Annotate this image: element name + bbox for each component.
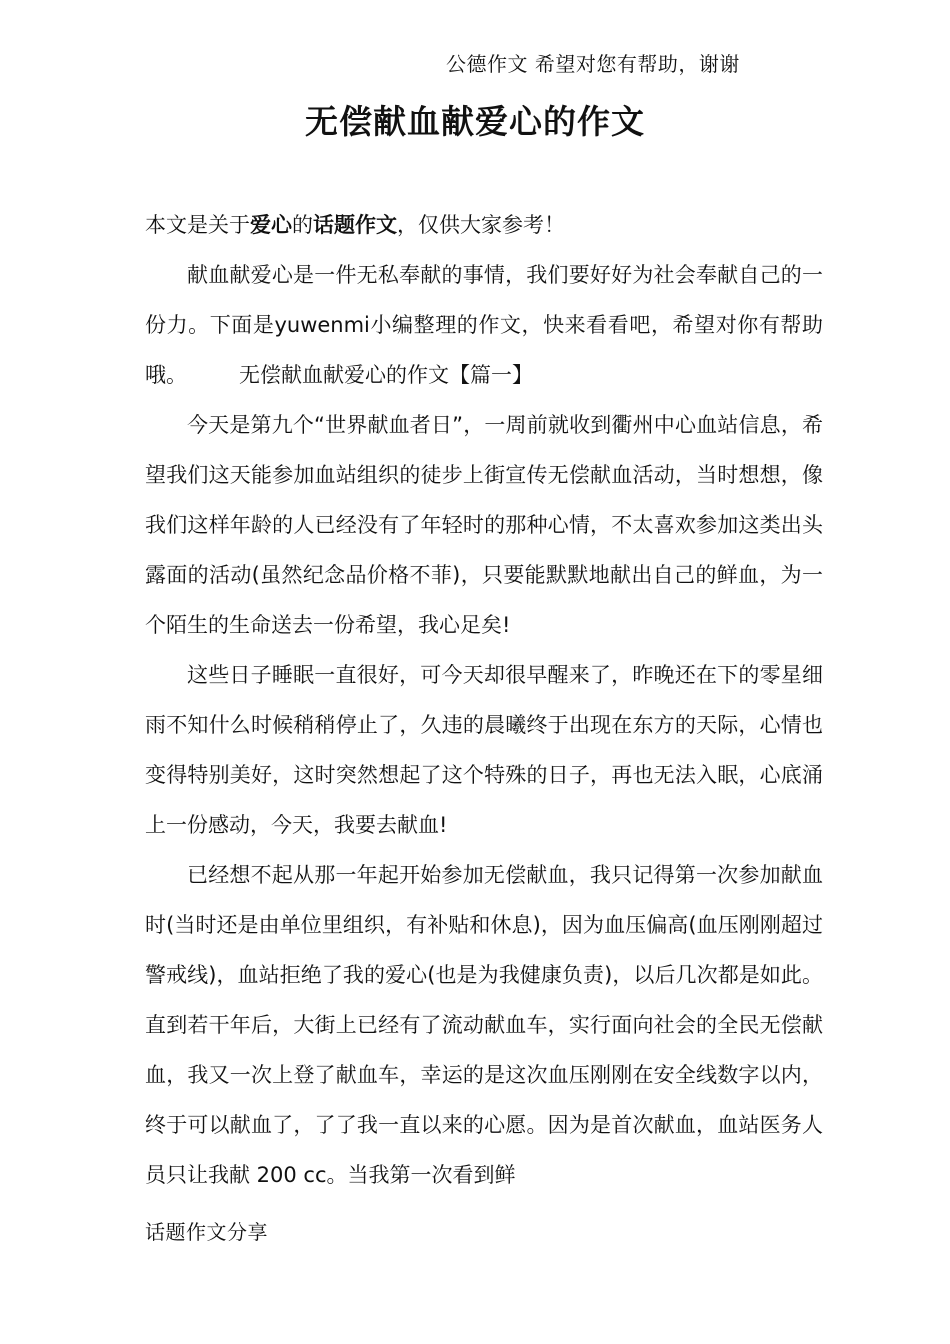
document-body [145,200,823,1200]
intro-topic: 爱心 [250,213,292,237]
header-note: 公德作文 希望对您有帮助，谢谢 [446,52,740,76]
section-heading: 无偿献血献爱心的作文【篇一】 [239,363,533,387]
intro-line [145,200,823,250]
footer-note: 话题作文分享 [145,1220,268,1244]
intro-suffix: ，仅供大家参考！ [397,213,565,237]
intro-category: 话题作文 [313,213,397,237]
paragraph-1 [145,250,823,400]
paragraph-4: 已经想不起从那一年起开始参加无偿献血，我只记得第一次参加献血时(当时还是由单位里组织，有补贴和休息)，因为血压偏高(血压刚刚超过警戒线)，血站拒绝了我的爱心(也是为我健康负责)，以后几次都是如此。直到若干年后，大街上已经有了流动献血车，实行面向社会的全民无偿献血，我又一次上登了献血车，幸运的是这次血压刚刚在安全线数字以内，终于可以献血了，了了我一直以来的心愿。因为是首次献血，血站医务人员只让我献 200 cc。当我第一次看到鲜 [145,863,823,1187]
paragraph-1-text: 献血献爱心是一件无私奉献的事情，我们要好好为社会奉献自己的一份力。下面是yuwenmi小编整理的作文，快来看看吧，希望对你有帮助哦。 [145,263,823,387]
paragraph-3: 这些日子睡眠一直很好，可今天却很早醒来了，昨晚还在下的零星细雨不知什么时候稍稍停止了，久违的晨曦终于出现在东方的天际，心情也变得特别美好，这时突然想起了这个特殊的日子，再也无法入眠，心底涌上一份感动，今天，我要去献血! [145,663,823,837]
intro-middle: 的 [292,213,313,237]
document-title: 无偿献血献爱心的作文 [305,102,645,141]
intro-prefix: 本文是关于 [145,213,250,237]
paragraph-2: 今天是第九个“世界献血者日”，一周前就收到衢州中心血站信息，希望我们这天能参加血站组织的徒步上街宣传无偿献血活动，当时想想，像我们这样年龄的人已经没有了年轻时的那种心情，不太喜欢参加这类出头露面的活动(虽然纪念品价格不菲)，只要能默默地献出自己的鲜血，为一个陌生的生命送去一份希望，我心足矣! [145,413,823,637]
